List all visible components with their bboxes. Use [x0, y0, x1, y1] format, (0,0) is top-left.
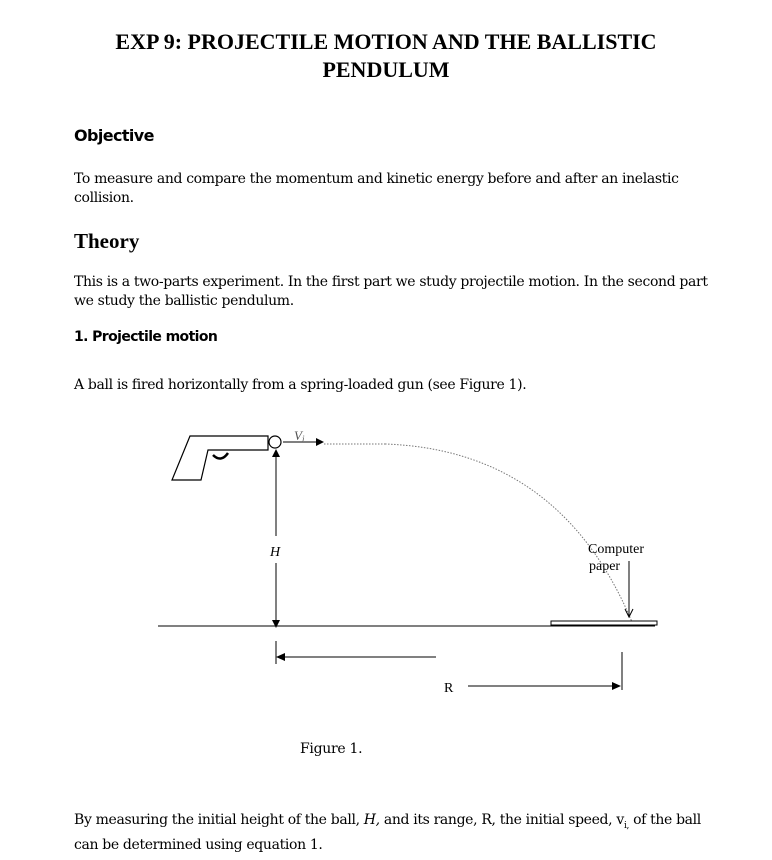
closing-h: H, [363, 812, 380, 828]
section-heading-projectile: 1. Projectile motion [74, 329, 218, 345]
ball [269, 436, 281, 448]
velocity-label: Vi [294, 428, 305, 444]
range-label: R [444, 681, 454, 696]
range-arrowhead-right [612, 682, 621, 690]
theory-text: This is a two-parts experiment. In the first part we study projectile motion. In the second part we study the ballistic pendulum. [74, 274, 708, 309]
closing-text-2: and its range, R, the initial speed, v [379, 812, 624, 828]
objective-text: To measure and compare the momentum and kinetic energy before and after an inelastic collision. [74, 171, 679, 206]
trajectory-curve [385, 444, 632, 622]
velocity-arrowhead [316, 438, 324, 446]
title-line-1: EXP 9: PROJECTILE MOTION AND THE BALLISTIC [115, 29, 657, 54]
closing-text-1: By measuring the initial height of the ball, [74, 812, 364, 828]
section-intro: A ball is fired horizontally from a spring-loaded gun (see Figure 1). [74, 377, 527, 393]
paper-label-line-1: Computer [588, 542, 644, 557]
figure-caption: Figure 1. [300, 741, 363, 757]
range-arrowhead-left [276, 653, 285, 661]
height-label: H [270, 545, 281, 560]
computer-paper [551, 621, 657, 625]
theory-heading: Theory [74, 229, 140, 253]
objective-heading: Objective [74, 126, 154, 145]
height-arrowhead-down [272, 620, 280, 628]
closing-text-3: of the ball can be determined using equation 1. [74, 812, 701, 853]
title-line-2: PENDULUM [322, 57, 450, 82]
gun-trigger [213, 453, 228, 459]
closing-sub: i, [623, 820, 629, 831]
closing-paragraph [74, 811, 714, 855]
paper-label-line-2: paper [589, 559, 621, 574]
height-arrowhead-up [272, 449, 280, 457]
